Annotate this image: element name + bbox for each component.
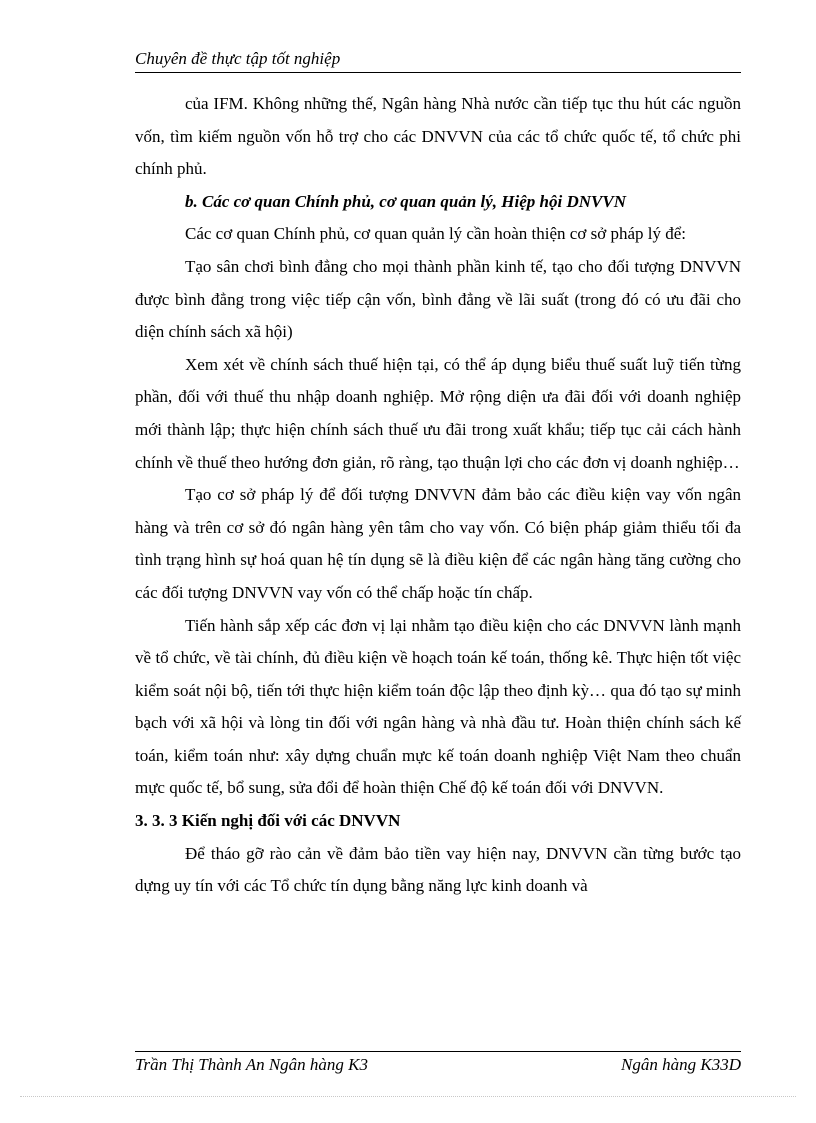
header-title: Chuyên đề thực tập tốt nghiệp — [135, 49, 341, 68]
page-body — [135, 88, 741, 903]
subheading: b. Các cơ quan Chính phủ, cơ quan quản lý, Hiệp hội DNVVN — [185, 191, 626, 211]
page-header — [135, 48, 741, 73]
footer-class: Ngân hàng K33D — [621, 1055, 741, 1074]
paragraph: Tiến hành sắp xếp các đơn vị lại nhằm tạo điều kiện cho các DNVVN lành mạnh về tổ chức, về tài chính, đủ điều kiện về hoạch toán kế toán, thống kê. Thực hiện tốt việc kiểm soát nội bộ, tiến tới thực hiện kiểm toán độc lập theo định kỳ… qua đó tạo sự minh bạch với xã hội và lòng tin đối với ngân hàng và nhà đầu tư. Hoàn thiện chính sách kế toán, kiểm toán như: xây dựng chuẩn mực kế toán doanh nghiệp Việt Nam theo chuẩn mực quốc tế, bổ sung, sửa đổi để hoàn thiện Chế độ kế toán đối với DNVVN. — [135, 615, 741, 798]
paragraph: của IFM. Không những thế, Ngân hàng Nhà nước cần tiếp tục thu hút các nguồn vốn, tìm kiếm nguồn vốn hỗ trợ cho các DNVVN của các tổ chức quốc tế, tổ chức phi chính phủ. — [135, 94, 741, 179]
paragraph: Xem xét về chính sách thuế hiện tại, có thể áp dụng biểu thuế suất luỹ tiến từng phần, đối với thuế thu nhập doanh nghiệp. Mở rộng diện ưa đãi đối với doanh nghiệp mới thành lập; thực hiện chính sách thuế ưu đãi trong xuất khẩu; tiếp tục cải cách hành chính về thuế theo hướng đơn giản, rõ ràng, tạo thuận lợi cho các đơn vị doanh nghiệp… — [135, 354, 741, 472]
footer-author: Trần Thị Thành An Ngân hàng K3 — [135, 1055, 369, 1074]
page-bottom-divider — [20, 1096, 796, 1097]
paragraph: Tạo sân chơi bình đẳng cho mọi thành phần kinh tế, tạo cho đối tượng DNVVN được bình đẳng trong việc tiếp cận vốn, bình đẳng về lãi suất (trong đó có ưu đãi cho diện chính sách xã hội) — [135, 256, 741, 342]
paragraph: Tạo cơ sở pháp lý để đối tượng DNVVN đảm bảo các điều kiện vay vốn ngân hàng và trên cơ sở đó ngân hàng yên tâm cho vay vốn. Có biện pháp giảm thiểu tối đa tình trạng hình sự hoá quan hệ tín dụng sẽ là điều kiện để các ngân hàng tăng cường cho các đối tượng DNVVN vay vốn có thể chấp hoặc tín chấp. — [135, 485, 741, 602]
section-heading: 3. 3. 3 Kiến nghị đối với các DNVVN — [135, 811, 401, 831]
paragraph: Các cơ quan Chính phủ, cơ quan quản lý cần hoàn thiện cơ sở pháp lý để: — [185, 224, 686, 244]
paragraph: Để tháo gỡ rào cản về đảm bảo tiền vay hiện nay, DNVVN cần từng bước tạo dựng uy tín với các Tổ chức tín dụng bằng năng lực kinh doanh và — [135, 843, 741, 896]
page-footer — [135, 1051, 741, 1076]
